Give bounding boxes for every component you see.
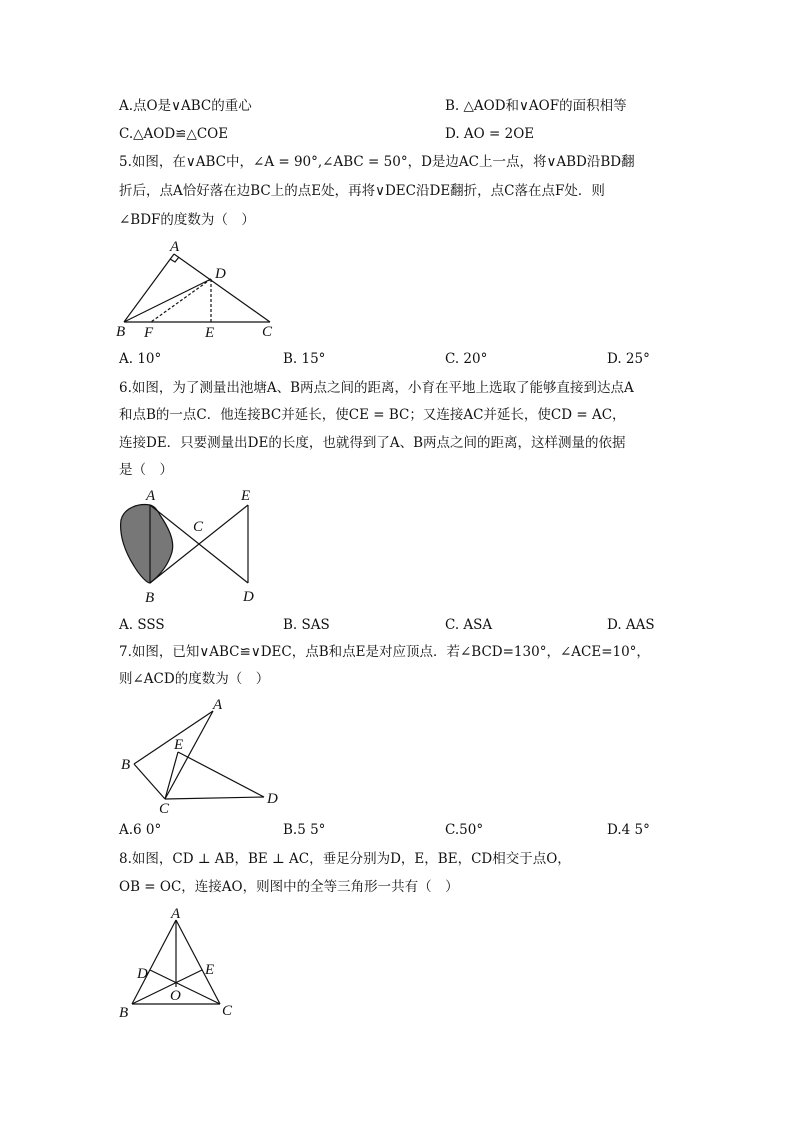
q6-option-b: B. SAS <box>283 617 330 633</box>
q6-option-c: C. ASA <box>445 617 493 633</box>
q6-label-e: E <box>241 488 251 504</box>
q7-text-line-1: 7.如图，已知∨ABC≌∨DEC，点B和点E是对应顶点．若∠BCD=130°，∠ACE=10°， <box>119 644 650 660</box>
q5-label-c: C <box>262 324 273 340</box>
q4-option-b: B. △AOD和∨AOF的面积相等 <box>445 98 627 114</box>
q5-option-c: C. 20° <box>445 351 488 367</box>
q6-option-a: A. SSS <box>119 617 165 633</box>
q5-option-b: B. 15° <box>283 351 326 367</box>
q4-option-d: D. AO = 2OE <box>445 126 535 142</box>
q7-option-b: B.5 5° <box>283 822 326 838</box>
q8-label-c: C <box>222 1003 233 1019</box>
q8-label-d: D <box>137 966 148 982</box>
q7-label-a: A <box>213 697 223 713</box>
q7-option-a: A.6 0° <box>119 822 162 838</box>
q5-text-line-2: 折后，点A恰好落在边BC上的点E处，再将∨DEC沿DE翻折，点C落在点F处．则 <box>119 183 605 199</box>
q7-label-e: E <box>174 737 184 753</box>
q6-text-line-1: 6.如图，为了测量出池塘A、B两点之间的距离，小育在平地上选取了能够直接到达点A <box>119 380 634 396</box>
q7-option-d: D.4 5° <box>607 822 650 838</box>
q5-text-line-3: ∠BDF的度数为（ ） <box>119 212 255 228</box>
q4-option-c: C.△AOD≌△COE <box>119 126 229 142</box>
q4-option-a: A.点O是∨ABC的重心 <box>119 98 252 114</box>
q7-label-c: C <box>159 801 170 817</box>
q6-label-b: B <box>145 590 155 606</box>
q6-text-line-4: 是（ ） <box>119 462 173 478</box>
q6-text-line-2: 和点B的一点C．他连接BC并延长，使CE = BC；又连接AC并延长，使CD = AC， <box>119 407 626 423</box>
q7-label-b: B <box>121 757 131 773</box>
q8-text-line-2: OB = OC，连接AO，则图中的全等三角形一共有（ ） <box>119 879 459 895</box>
q8-label-a: A <box>171 906 181 922</box>
q6-label-d: D <box>243 589 254 605</box>
q5-label-b: B <box>116 324 126 340</box>
q7-text-line-2: 则∠ACD的度数为（ ） <box>119 671 270 687</box>
q6-option-d: D. AAS <box>607 617 655 633</box>
q5-label-d: D <box>215 266 226 282</box>
q8-label-e: E <box>205 962 215 978</box>
q7-option-c: C.50° <box>445 822 484 838</box>
q7-label-d: D <box>267 791 278 807</box>
q6-label-c: C <box>193 519 204 535</box>
q5-label-a: A <box>170 239 180 255</box>
q5-label-e: E <box>205 325 215 341</box>
q5-text-line-1: 5.如图，在∨ABC中，∠A = 90°,∠ABC = 50°，D是边AC上一点，将∨ABD沿BD翻 <box>119 154 635 170</box>
q8-label-o: O <box>170 988 181 1004</box>
q5-option-d: D. 25° <box>607 351 650 367</box>
q5-label-f: F <box>144 325 154 341</box>
q8-label-b: B <box>119 1005 129 1021</box>
q5-option-a: A. 10° <box>119 351 162 367</box>
q6-text-line-3: 连接DE．只要测量出DE的长度，也就得到了A、B两点之间的距离，这样测量的依据 <box>119 435 626 451</box>
q8-text-line-1: 8.如图，CD ⊥ AB，BE ⊥ AC，垂足分别为D，E，BE，CD相交于点O， <box>119 851 571 867</box>
q6-label-a: A <box>146 488 156 504</box>
